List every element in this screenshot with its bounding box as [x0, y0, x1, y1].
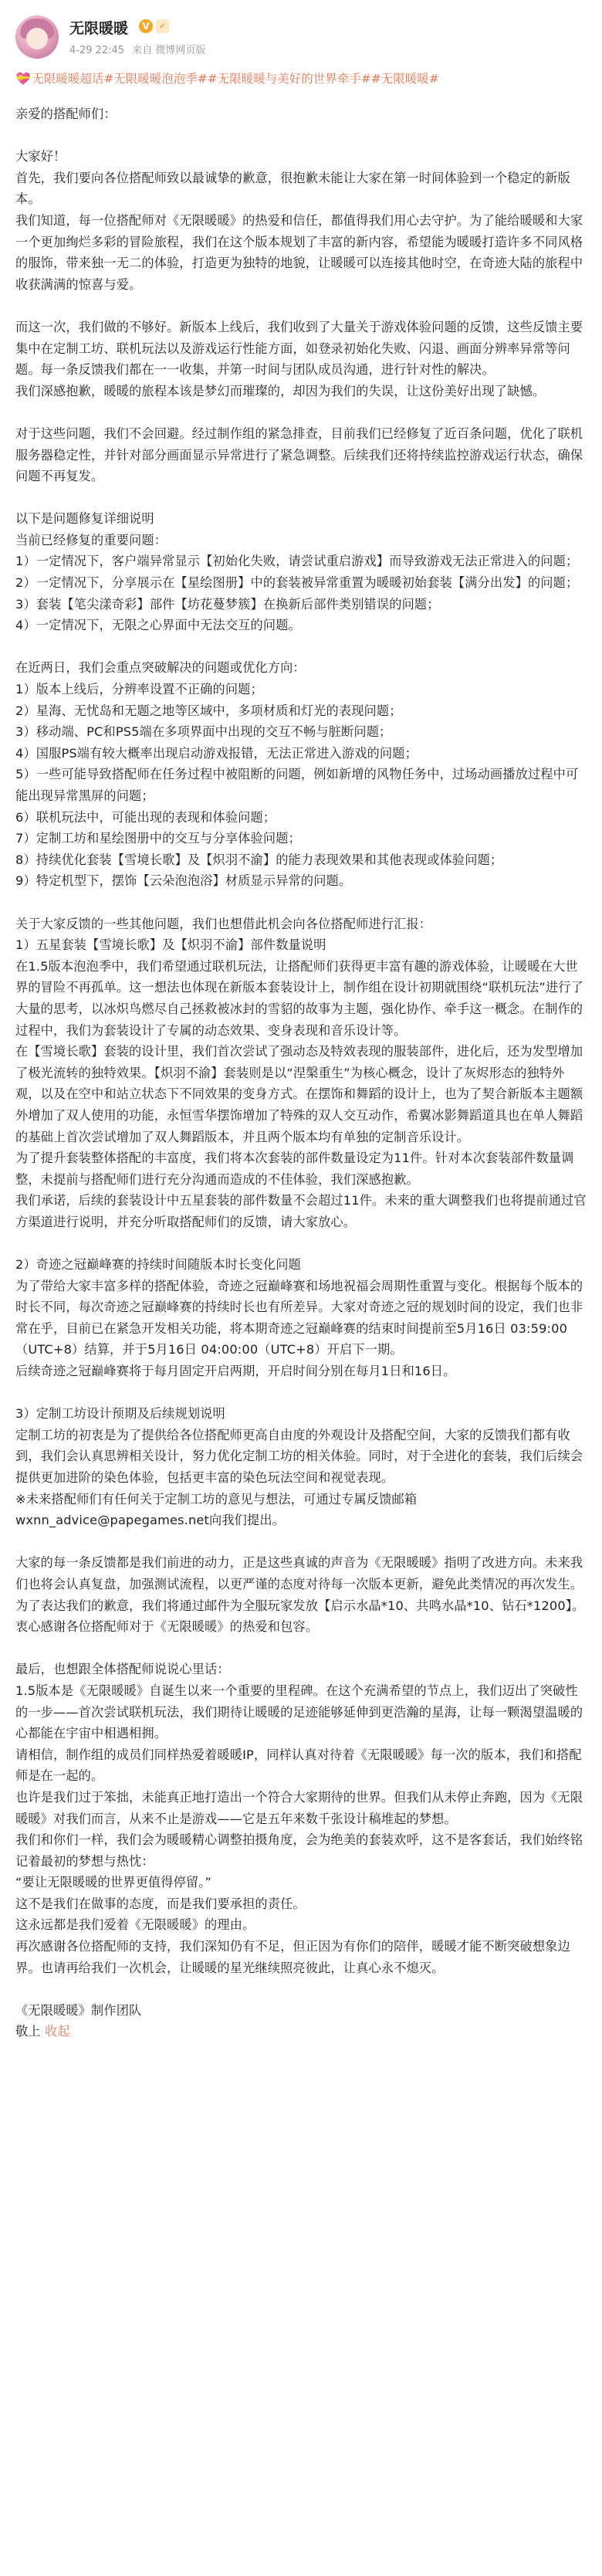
post-paragraph: 定制工坊的初衷是为了提供给各位搭配师更高自由度的外观设计及搭配空间，大家的反馈我们都有收到，我们会认真思辨相关设计，努力优化定制工坊的相关体验。同时，对于全进化的套装，我们后续会提供更加进阶的染色体验，包括更丰富的染色玩法空间和视觉表现。 — [15, 1427, 583, 1485]
post-paragraph: 这永远都是我们爱着《无限暖暖》的理由。 — [15, 1917, 255, 1933]
post-header — [15, 15, 587, 62]
post-time[interactable]: 4-29 22:45 — [69, 45, 125, 56]
post-paragraph: 大家的每一条反馈都是我们前进的动力，正是这些真诚的声音为《无限暖暖》指明了改进方向。未来我们也将会认真复盘，加强测试流程，以更严谨的态度对待每一次版本更新，避免此类情况的再次发生。 — [15, 1555, 583, 1591]
paragraph-gap — [15, 1382, 587, 1404]
post-paragraph: 为了提升套装整体搭配的丰富度，我们将本次套装的部件数量设定为11件。针对本次套装部件数量调整，未提前与搭配师们进行充分沟通而造成的不佳体验，我们深感抱歉。 — [15, 1151, 574, 1187]
paragraph-gap — [15, 1232, 587, 1254]
post-paragraph: 4）一定情况下，无限之心界面中无法交互的问题。 — [15, 618, 301, 633]
post-paragraph: 首先，我们要向各位搭配师致以最诚挚的歉意，很抱歉未能让大家在第一时间体验到一个稳定的新版本。 — [15, 170, 570, 207]
post-paragraph: 再次感谢各位搭配师的支持，我们深知仍有不足，但正因为有你们的陪伴，暖暖才能不断突破想象边界。也请再给我们一次机会，让暖暖的星光继续照亮彼此，让真心永不熄灭。 — [15, 1939, 570, 1975]
paragraph-gap — [15, 295, 587, 317]
post-paragraph: 1）一定情况下，客户端异常显示【初始化失败，请尝试重启游戏】而导致游戏无法正常进入的问题； — [15, 554, 579, 569]
post-paragraph: 2）奇迹之冠巅峰赛的持续时间随版本时长变化问题 — [15, 1257, 301, 1273]
paragraph-gap — [15, 636, 587, 658]
topic-tags — [15, 69, 587, 88]
post-paragraph: 最后，也想跟全体搭配师说说心里话： — [15, 1662, 230, 1677]
post-paragraph: 5）一些可能导致搭配师在任务过程中被阻断的问题，例如新增的风物任务中，过场动画播放过程中可能出现异常黑屏的问题； — [15, 767, 579, 803]
post-source: 来自 微博网页版 — [132, 45, 206, 56]
paragraph-gap — [15, 487, 587, 509]
paragraph-gap — [15, 1531, 587, 1553]
post-paragraph: 以下是问题修复详细说明 — [15, 511, 154, 527]
post-paragraph: 《无限暖暖》制作团队 — [15, 2002, 142, 2018]
paragraph-gap — [15, 125, 587, 147]
post-paragraph: 为了表达我们的歉意，我们将通过邮件为全服玩家发放【启示水晶*10、共鸣水晶*10、钻石*1200】。衷心感谢各位搭配师对于《无限暖暖》的热爱和包容。 — [15, 1598, 585, 1635]
collapse-link[interactable]: 收起 — [44, 2024, 70, 2039]
post-paragraph: 7）定制工坊和星绘图册中的交互与分享体验问题； — [15, 831, 301, 846]
post-paragraph: 亲爱的搭配师们： — [15, 107, 117, 121]
post-paragraph: 3）套装【笔尖漾奇彩】部件【坊花蔓梦簇】在换新后部件类别错误的问题； — [15, 596, 440, 612]
post-paragraph: 大家好！ — [15, 149, 66, 164]
sign-off: 敬上 — [15, 2024, 41, 2039]
topic-links[interactable]: 无限暖暖超话#无限暖暖泡泡季##无限暖暖与美好的世界牵手##无限暖暖# — [32, 72, 439, 86]
post-paragraph: 1.5版本是《无限暖暖》自诞生以来一个重要的里程碑。在这个充满希望的节点上，我们迈出了突破性的一步——首次尝试联机玩法，我们期待让暖暖的足迹能够延伸到更浩瀚的星海，让每一颗渴望温暖的心都能在宇宙中相遇相拥。 — [15, 1683, 583, 1741]
post-paragraph: 我们深感抱歉，暖暖的旅程本该是梦幻而璀璨的，却因为我们的失误，让这份美好出现了缺憾。 — [15, 383, 546, 398]
post-paragraph: 对于这些问题，我们不会回避。经过制作组的紧急排查，目前我们已经修复了近百条问题，优化了联机服务器稳定性，并针对部分画面显示异常进行了紧急调整。后续我们还将持续监控游戏运行状态，确保问题不再复发。 — [15, 425, 583, 484]
post-paragraph: 在1.5版本泡泡季中，我们希望通过联机玩法，让搭配师们获得更丰富有趣的游戏体验，让暖暖在大世界的冒险不再孤单。这一想法也体现在新版本套装设计上，制作组在设计初期就围绕“联机玩法”进行了大量的思考，以冰炽鸟燃尽自己拯救被冰封的雪貂的故事为主题，强化协作、牵手这一概念。在制作的过程中，我们为套装设计了专属的动态效果、变身表现和音乐设计等。 — [15, 958, 583, 1038]
post-paragraph: 我们知道，每一位搭配师对《无限暖暖》的热爱和信任，都值得我们用心去守护。为了能给暖暖和大家一个更加绚烂多彩的冒险旅程，我们在这个版本规划了丰富的新内容，希望能为暖暖打造许多不同风格的服饰，带来独一无二的体验，打造更为独特的地貌，让暖暖可以连接其他时空，在奇迹大陆的旅程中收获满满的惊喜与爱。 — [15, 212, 583, 292]
post-paragraph: 这不是我们在做事的态度，而是我们要承担的责任。 — [15, 1896, 306, 1911]
post-paragraph: 我们承诺，后续的套装设计中五星套装的部件数量不会超过11件。未来的重大调整我们也将提前通过官方渠道进行说明，并充分听取搭配师们的反馈，请大家放心。 — [15, 1193, 587, 1229]
post-paragraph: 关于大家反馈的一些其他问题，我们也想借此机会向各位搭配师进行汇报： — [15, 916, 432, 931]
paragraph-gap — [15, 892, 587, 913]
post-paragraph: 在【雪境长歌】套装的设计里，我们首次尝试了强动态及特效表现的服装部件，进化后，还为发型增加了极光流转的独特效果。【炽羽不渝】套装则是以“涅槃重生”为核心概念，设计了灰烬形态的独特外观，以及在空中和站立状态下不同效果的变身方式。在摆饰和舞蹈的设计上，也为了契合新版本主题额外增加了双人使用的功能，永恒雪华摆饰增加了特殊的双人交互动作，希翼冰影舞蹈道具也在单人舞蹈的基础上首次尝试增加了双人舞蹈版本，并且两个版本均有单独的定制音乐设计。 — [15, 1044, 583, 1144]
post-paragraph: 2）一定情况下，分享展示在【星绘图册】中的套装被异常重置为暖暖初始套装【满分出发】的问题； — [15, 575, 579, 591]
post-paragraph: 3）移动端、PC和PS5端在多项界面中出现的交互不畅与脏断问题； — [15, 724, 392, 740]
avatar-face — [26, 28, 48, 49]
post-paragraph — [15, 2021, 587, 2042]
post-paragraph: 3）定制工坊设计预期及后续规划说明 — [15, 1406, 225, 1422]
post-paragraph: 请相信，制作组的成员们同样热爱着暖暖IP，同样认真对待着《无限暖暖》每一次的版本，我们和搭配师是在一起的。 — [15, 1747, 582, 1784]
paragraph-gap — [15, 1638, 587, 1659]
post-paragraph: 在近两日，我们会重点突破解决的问题或优化方向： — [15, 660, 306, 676]
post-body — [15, 103, 587, 2042]
post-paragraph: 1）五星套装【雪境长歌】及【炽羽不渝】部件数量说明 — [15, 937, 326, 953]
post-paragraph: 为了带给大家丰富多样的搭配体验，奇迹之冠巅峰赛和场地祝福会周期性重置与变化。根据每个版本的时长不同，每次奇迹之冠巅峰赛的持续时长也有所差异。大家对奇迹之冠的规划时间的设定，我们也非常在乎，目前已在紧急开发相关功能，将本期奇迹之冠巅峰赛的结束时间提前至5月16日 03:59:00（UTC+8）结算，并于5月16日 04:00:00（UTC+8）开启下一期。 — [15, 1278, 583, 1357]
post-paragraph: 9）特定机型下，摆饰【云朵泡泡浴】材质显示异常的问题。 — [15, 873, 352, 889]
paragraph-gap — [15, 402, 587, 423]
post-paragraph: 1）版本上线后，分辨率设置不正确的问题； — [15, 682, 263, 697]
post-paragraph: 而这一次，我们做的不够好。新版本上线后，我们收到了大量关于游戏体验问题的反馈，这些反馈主要集中在定制工坊、联机玩法以及游戏运行性能方面，如登录初始化失败、闪退、画面分辨率异常等问题。每一条反馈我们都在一一收集，并第一时间与团队成员沟通，进行针对性的解决。 — [15, 319, 583, 378]
paragraph-gap — [15, 1978, 587, 2000]
post-paragraph: 当前已经修复的重要问题： — [15, 532, 167, 547]
verified-badge-icon: V — [139, 19, 153, 33]
fan-badge-icon: ✓ — [156, 19, 169, 33]
author-name[interactable]: 无限暖暖 — [69, 20, 129, 37]
post-paragraph: 2）星海、无忧岛和无题之地等区域中，多项材质和灯光的表现问题； — [15, 703, 402, 718]
heart-gift-icon: 💝 — [15, 72, 31, 86]
post-paragraph: ※未来搭配师们有任何关于定制工坊的意见与想法，可通过专属反馈邮箱wxnn_advice@papegames.net向我们提出。 — [15, 1491, 418, 1528]
post-paragraph: 8）持续优化套装【雪境长歌】及【炽羽不渝】的能力表现效果和其他表现或体验问题； — [15, 852, 503, 867]
post-paragraph: 也许是我们过于笨拙，未能真正地打造出一个符合大家期待的世界。但我们从未停止奔跑，因为《无限暖暖》对我们而言，从来不止是游戏——它是五年来数千张设计稿堆起的梦想。 — [15, 1789, 583, 1826]
avatar[interactable] — [15, 15, 59, 59]
post-paragraph: 后续奇迹之冠巅峰赛将于每月固定开启两期，开启时间分别在每月1日和16日。 — [15, 1364, 456, 1379]
post-paragraph: 我们和你们一样，我们会为暖暖精心调整拍摄角度，会为绝美的套装欢呼，这不是客套话，我们始终铭记着最初的梦想与热忱： — [15, 1832, 583, 1869]
post-meta — [69, 42, 210, 56]
post-paragraph: “要让无限暖暖的世界更值得停留。” — [15, 1875, 212, 1890]
post-paragraph: 4）国服PS端有较大概率出现启动游戏报错，无法正常进入游戏的问题； — [15, 745, 418, 761]
post-paragraph: 6）联机玩法中，可能出现的表现和体验问题； — [15, 809, 276, 825]
